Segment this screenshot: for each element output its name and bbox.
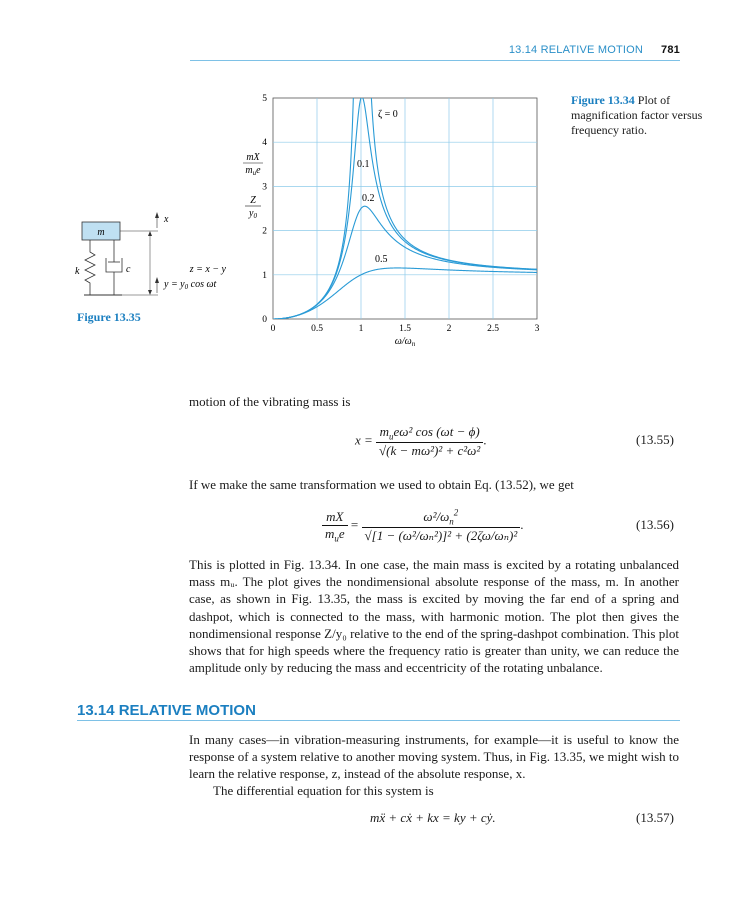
figure-13-34-label: Figure 13.34 (571, 93, 635, 107)
spring-label: k (75, 266, 80, 277)
curve-label-0-1: 0.1 (357, 159, 370, 170)
x-axis-label: $\omega/\omega_n$ (394, 336, 416, 348)
x-tick-label: 2.5 (487, 324, 499, 334)
paragraph-2: If we make the same transformation we used to obtain Eq. (13.52), we get (189, 477, 574, 492)
paragraph-3: This is plotted in Fig. 13.34. In one case, the main mass is excited by a rotating unbalanced mass mᵤ. The plot gives the nondimensional absolute response of the mass, m. In another case, as shown in Fig. 13.35, the mass is excited by moving the far end of a spring and dashpot, which is connected to the mass, with harmonic motion. The plot then gives the nondimensional response Z/y₀ relative to the end of the spring-dashpot combination. This plot shows that for high speeds where the frequency ratio is greater than unity, we can reduce the amplitude only by reducing the mass and eccentricity of the rotating unbalance. (189, 557, 679, 676)
section-rule (77, 720, 680, 721)
page-number: 781 (661, 44, 680, 56)
y-tick-label: 5 (262, 94, 267, 104)
curve-label-0-5: 0.5 (375, 254, 388, 265)
y-axis-label (243, 152, 263, 220)
ylabel-bot-num: Z (250, 195, 256, 206)
paragraph-1: motion of the vibrating mass is (189, 394, 351, 409)
x-tick-label: 0.5 (311, 324, 323, 334)
y-label: $y = y_0$ cos ωt (164, 279, 217, 291)
y-tick-label: 2 (262, 226, 267, 237)
x-tick-label: 1 (358, 324, 364, 334)
section-title: 13.14 RELATIVE MOTION (77, 702, 256, 719)
x-tick-label: 0 (270, 324, 276, 334)
x-tick-label: 1.5 (399, 324, 411, 334)
x-tick-label: 2 (446, 324, 452, 334)
running-header (509, 44, 680, 56)
figure-13-34-caption-text: Plot of magnification factor versus frequency ratio. (571, 93, 703, 137)
header-rule (190, 60, 680, 61)
paragraph-4: In many cases—in vibration-measuring instruments, for example—it is useful to know the response of a system relative to another moving system. Thus, in Fig. 13.35, we might wish to learn the relative response, z, instead of the absolute response, x. (189, 732, 679, 782)
header-section: 13.14 RELATIVE MOTION (508, 44, 644, 56)
curve-label-zeta0: ζ = 0 (378, 109, 398, 120)
y-tick-label: 4 (262, 138, 267, 149)
figure-13-35-diagram (60, 200, 240, 310)
curve-label-0-2: 0.2 (362, 193, 375, 204)
y-tick-label: 3 (262, 182, 267, 193)
spring (85, 240, 95, 295)
y-tick-label: 0 (262, 315, 267, 325)
equation-13-57-number: (13.57) (636, 810, 674, 825)
x-tick-label: 3 (534, 324, 540, 334)
ylabel-bot-den: $y_0$ (249, 208, 257, 220)
z-label: z = x − y (189, 264, 226, 275)
equation-13-57: mẍ + cẋ + kx = ky + cẏ. (370, 810, 496, 825)
x-label: x (164, 214, 169, 225)
y-tick-label: 1 (262, 270, 267, 281)
ylabel-top-num: mX (246, 152, 260, 163)
figure-13-34-chart (230, 90, 560, 350)
figure-13-35-label: Figure 13.35 (77, 310, 141, 324)
equation-13-56-number: (13.56) (636, 517, 674, 532)
figure-13-34-caption (571, 93, 711, 138)
mass-label: m (97, 227, 105, 238)
equation-13-56: $\frac{mX}{m_ue}$ = $\frac{\omega^2/\omega_n^2}{\text{√[1 − (ω²/ωₙ²)]² + (2ζω/ωₙ)²}}$ . (322, 508, 523, 544)
equation-13-55: x = $\frac{m_ue\omega^2 \cos (\omega t - \phi)}{\text{√(k − mω²)² + c²ω²}}$ . (355, 424, 487, 458)
damper-label: c (126, 264, 131, 275)
equation-13-55-number: (13.55) (636, 432, 674, 447)
paragraph-5: The differential equation for this system is (213, 783, 434, 798)
ylabel-top-den: $m_ue$ (245, 165, 261, 177)
